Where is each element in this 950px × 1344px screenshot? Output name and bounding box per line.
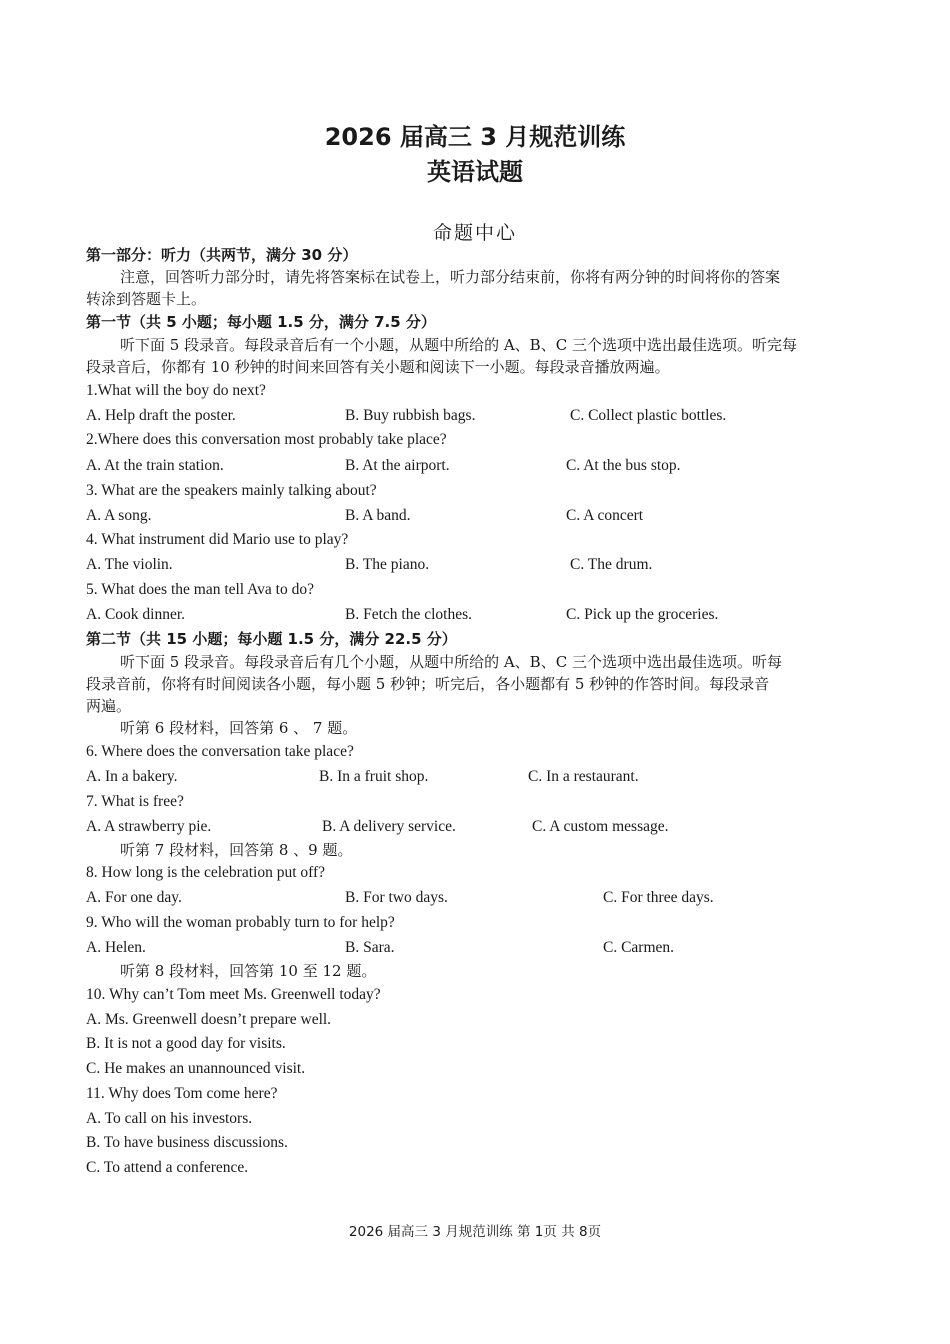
option-b: B. Fetch the clothes. xyxy=(345,606,472,623)
exam-subtitle: 英语试题 xyxy=(427,158,523,186)
option-c: C. Carmen. xyxy=(603,939,675,956)
option-a: A. A strawberry pie. xyxy=(86,818,212,835)
question-text: 8. How long is the celebration put off? xyxy=(86,864,326,881)
material-note: 听第 8 段材料，回答第 10 至 12 题。 xyxy=(120,962,377,980)
page-footer: 2026 届高三 3 月规范训练 第 1页 共 8页 xyxy=(348,1224,602,1240)
option-a: A. At the train station. xyxy=(86,457,224,474)
question-text: 2.Where does this conversation most probably take place? xyxy=(86,431,447,448)
option-a: A. Ms. Greenwell doesn’t prepare well. xyxy=(86,1011,332,1028)
option-b: B. It is not a good day for visits. xyxy=(86,1035,286,1052)
question-text: 9. Who will the woman probably turn to for help? xyxy=(86,914,395,931)
option-a: A. For one day. xyxy=(86,889,182,906)
option-a: A. A song. xyxy=(86,507,152,524)
option-c: C. The drum. xyxy=(570,556,653,573)
section2-heading: 第二节（共 15 小题；每小题 1.5 分，满分 22.5 分） xyxy=(86,630,457,648)
option-a: A. Helen. xyxy=(86,939,146,956)
option-a: A. Cook dinner. xyxy=(86,606,186,623)
question-text: 4. What instrument did Mario use to play? xyxy=(86,531,349,548)
option-c: C. Collect plastic bottles. xyxy=(570,407,727,424)
option-b: B. Sara. xyxy=(345,939,395,956)
option-c: C. For three days. xyxy=(603,889,714,906)
option-c: C. In a restaurant. xyxy=(528,768,639,785)
question-text: 6. Where does the conversation take place? xyxy=(86,743,354,760)
material-note: 听第 6 段材料，回答第 6 、 7 题。 xyxy=(120,719,358,737)
question-text: 11. Why does Tom come here? xyxy=(86,1085,278,1102)
section1-instructions: 段录音后，你都有 10 秒钟的时间来回答有关小题和阅读下一小题。每段录音播放两遍。 xyxy=(86,358,670,376)
option-a: A. Help draft the poster. xyxy=(86,407,236,424)
option-a: A. In a bakery. xyxy=(86,768,178,785)
option-b: B. The piano. xyxy=(345,556,430,573)
option-b: B. At the airport. xyxy=(345,457,450,474)
material-note: 听第 7 段材料，回答第 8 、9 题。 xyxy=(120,841,353,859)
section2-instructions: 听下面 5 段录音。每段录音后有几个小题，从题中所给的 A、B、C 三个选项中选出最佳选项。听每 xyxy=(120,653,782,671)
option-b: B. A delivery service. xyxy=(322,818,456,835)
question-text: 5. What does the man tell Ava to do? xyxy=(86,581,314,598)
exam-author: 命题中心 xyxy=(432,222,517,244)
option-c: C. At the bus stop. xyxy=(566,457,681,474)
part1-note-line: 转涂到答题卡上。 xyxy=(86,290,207,308)
question-text: 7. What is free? xyxy=(86,793,184,810)
exam-title: 2026 届高三 3 月规范训练 xyxy=(324,123,626,151)
option-c: C. A custom message. xyxy=(532,818,669,835)
section2-instructions: 两遍。 xyxy=(86,697,132,715)
option-c: C. A concert xyxy=(566,507,644,524)
option-b: B. In a fruit shop. xyxy=(319,768,429,785)
option-b: B. A band. xyxy=(345,507,411,524)
section2-instructions: 段录音前，你将有时间阅读各小题，每小题 5 秒钟；听完后，各小题都有 5 秒钟的作答时间。每段录音 xyxy=(86,675,770,693)
option-a: A. To call on his investors. xyxy=(86,1110,253,1127)
question-text: 1.What will the boy do next? xyxy=(86,382,266,399)
option-b: B. To have business discussions. xyxy=(86,1134,288,1151)
option-c: C. To attend a conference. xyxy=(86,1159,249,1176)
section1-instructions: 听下面 5 段录音。每段录音后有一个小题，从题中所给的 A、B、C 三个选项中选出最佳选项。听完每 xyxy=(120,336,797,354)
question-text: 3. What are the speakers mainly talking about? xyxy=(86,482,377,499)
question-text: 10. Why can’t Tom meet Ms. Greenwell today? xyxy=(86,986,381,1003)
option-b: B. For two days. xyxy=(345,889,448,906)
option-a: A. The violin. xyxy=(86,556,173,573)
part1-heading: 第一部分：听力（共两节，满分 30 分） xyxy=(86,246,358,264)
part1-note-line: 注意，回答听力部分时，请先将答案标在试卷上，听力部分结束前，你将有两分钟的时间将你的答案 xyxy=(120,268,781,286)
option-c: C. Pick up the groceries. xyxy=(566,606,719,623)
option-b: B. Buy rubbish bags. xyxy=(345,407,476,424)
section1-heading: 第一节（共 5 小题；每小题 1.5 分，满分 7.5 分） xyxy=(86,313,436,331)
option-c: C. He makes an unannounced visit. xyxy=(86,1060,306,1077)
